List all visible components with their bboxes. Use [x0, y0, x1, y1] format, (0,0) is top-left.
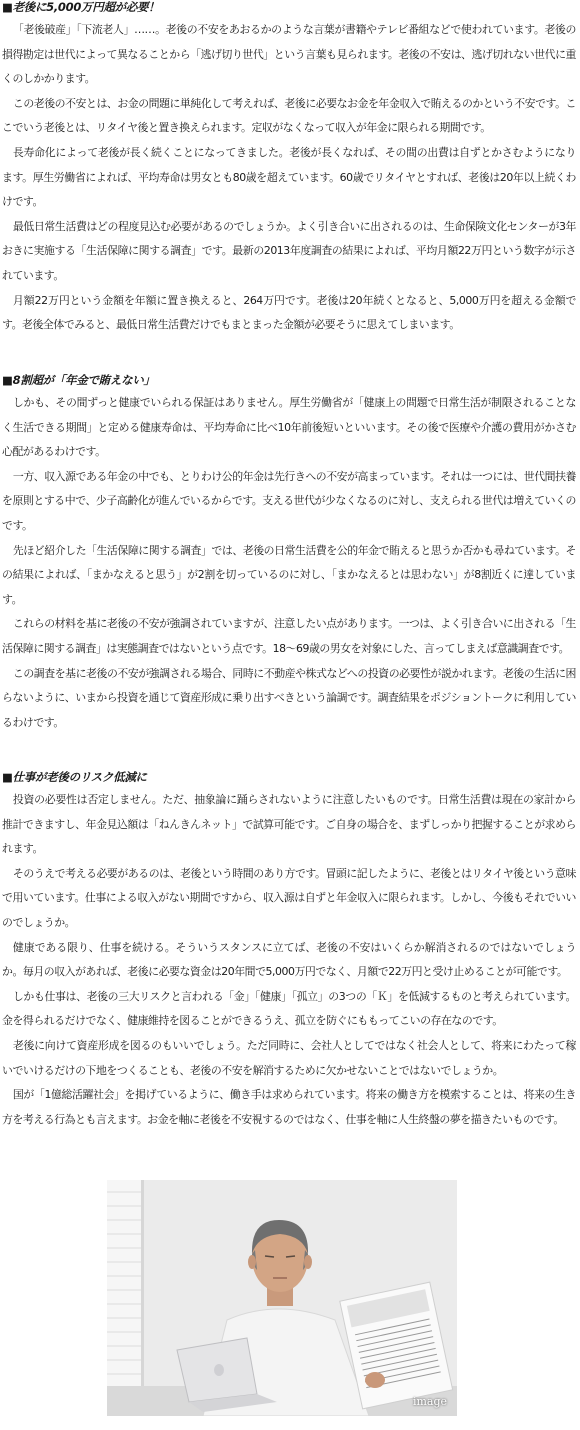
paragraph: 健康である限り、仕事を続ける。そういうスタンスに立てば、老後の不安はいくらか解消されるのではないでしょうか。毎月の収入があれば、老後に必要な資金は20年間で5,000万円でなく、月額で22万円と受け止めることが可能です。 [2, 940, 576, 979]
paragraph: 先ほど紹介した「生活保障に関する調査」では、老後の日常生活費を公的年金で賄えると思うか否かも尋ねています。その結果によれば、「まかなえると思う」が2割を切っているのに対し、「まかなえるとは思わない」が8割近くに達しています。 [2, 543, 576, 606]
paragraph: この調査を基に老後の不安が強調される場合、同時に不動産や株式などへの投資の必要性が説かれます。老後の生活に困らないように、いまから投資を通じて資産形成に乗り出すべきという論調です。調査結果をポジショントークに利用しているわけです。 [2, 666, 576, 729]
paragraph: 最低日常生活費はどの程度見込む必要があるのでしょうか。よく引き合いに出されるのは、生命保険文化センターが3年おきに実施する「生活保障に関する調査」です。最新の2013年度調査の結果によれば、平均月額22万円という数字が示されています。 [2, 219, 576, 282]
paragraph: これらの材料を基に老後の不安が強調されていますが、注意したい点があります。一つは、よく引き合いに出される「生活保障に関する調査」は実態調査ではないという点です。18～69歳の男女を対象にした、言ってしまえば意識調査です。 [2, 617, 576, 655]
section-heading: ■8割超が「年金で賄えない」 [2, 373, 155, 387]
paragraph: 国が「1億総活躍社会」を掲げているように、働き手は求められています。将来の働き方を模索することは、将来の生き方を考える行為とも言えます。お金を軸に老後を不安視するのではなく、仕事を軸に人生終盤の夢を描きたいものです。 [2, 1088, 576, 1126]
paragraph: そのうえで考える必要があるのは、老後という時間のあり方です。冒頭に記したように、老後とはリタイヤ後という意味で用いています。仕事による収入がない期間ですから、収入源は自ずと年金収入に限られます。しかし、今後もそれでいいのでしょうか。 [2, 866, 576, 929]
paragraph: 「老後破産」「下流老人」……。老後の不安をあおるかのような言葉が書籍やテレビ番組などで使われています。老後の損得勘定は世代によって異なることから「逃げ切り世代」という言葉も見られます。老後の不安は、逃げ切れない世代に重くのしかかります。 [2, 23, 576, 86]
photo-caption: image [412, 1395, 447, 1408]
paragraph: 月額22万円という金額を年額に置き換えると、264万円です。老後は20年続くとなると、5,000万円を超える金額です。老後全体でみると、最低日常生活費だけでもまとまった金額が必要そうに思えてしまいます。 [2, 293, 576, 332]
paragraph: しかも仕事は、老後の三大リスクと言われる「金」「健康」「孤立」の3つの「Ｋ」を低減するものと考えられています。金を得られるだけでなく、健康維持を図ることができるうえ、孤立を防ぐにももってこいの存在なのです。 [2, 989, 576, 1028]
paragraph: 投資の必要性は否定しません。ただ、抽象論に踊らされないように注意したいものです。日常生活費は現在の家計から推計できますし、年金見込額は「ねんきんネット」で試算可能です。ご自身の場合を、まずしっかり把握することが求められます。 [2, 793, 576, 856]
section-2 [2, 373, 576, 735]
photo-illustration [107, 1180, 457, 1416]
article-photo [107, 1180, 457, 1416]
paragraph: しかも、その間ずっと健康でいられる保証はありません。厚生労働省が「健康上の問題で日常生活が制限されることなく生活できる期間」と定める健康寿命は、平均寿命に比べ10年前後短いといいます。その後で医療や介護の費用がかさむ心配があるわけです。 [2, 396, 576, 459]
section-3 [2, 770, 576, 1132]
section-heading: ■仕事が老後のリスク低減に [2, 770, 147, 784]
section-heading: ■老後に5,000万円超が必要！ [2, 0, 160, 14]
paragraph: この老後の不安とは、お金の問題に単純化して考えれば、老後に必要なお金を年金収入で賄えるのかという不安です。ここでいう老後とは、リタイヤ後と置き換えられます。定収がなくなって収入が年金に限られる期間です。 [2, 96, 576, 135]
paragraph: 老後に向けて資産形成を図るのもいいでしょう。ただ同時に、会社人としてではなく社会人として、将来にわたって稼いでいけるだけの下地をつくることも、老後の不安を解消するために欠かせないことではないでしょうか。 [2, 1038, 576, 1077]
paragraph: 長寿命化によって老後が長く続くことになってきました。老後が長くなれば、その間の出費は自ずとかさむようになります。厚生労働省によれば、平均寿命は男女とも80歳を超えています。60歳でリタイヤとすれば、老後は20年以上続くわけです。 [2, 145, 576, 209]
section-1 [2, 0, 576, 338]
paragraph: 一方、収入源である年金の中でも、とりわけ公的年金は先行きへの不安が高まっています。それは一つには、世代間扶養を原則とする中で、少子高齢化が進んでいるからです。支える世代が少なくなるのに対し、支えられる世代は増えていくのです。 [2, 469, 576, 532]
